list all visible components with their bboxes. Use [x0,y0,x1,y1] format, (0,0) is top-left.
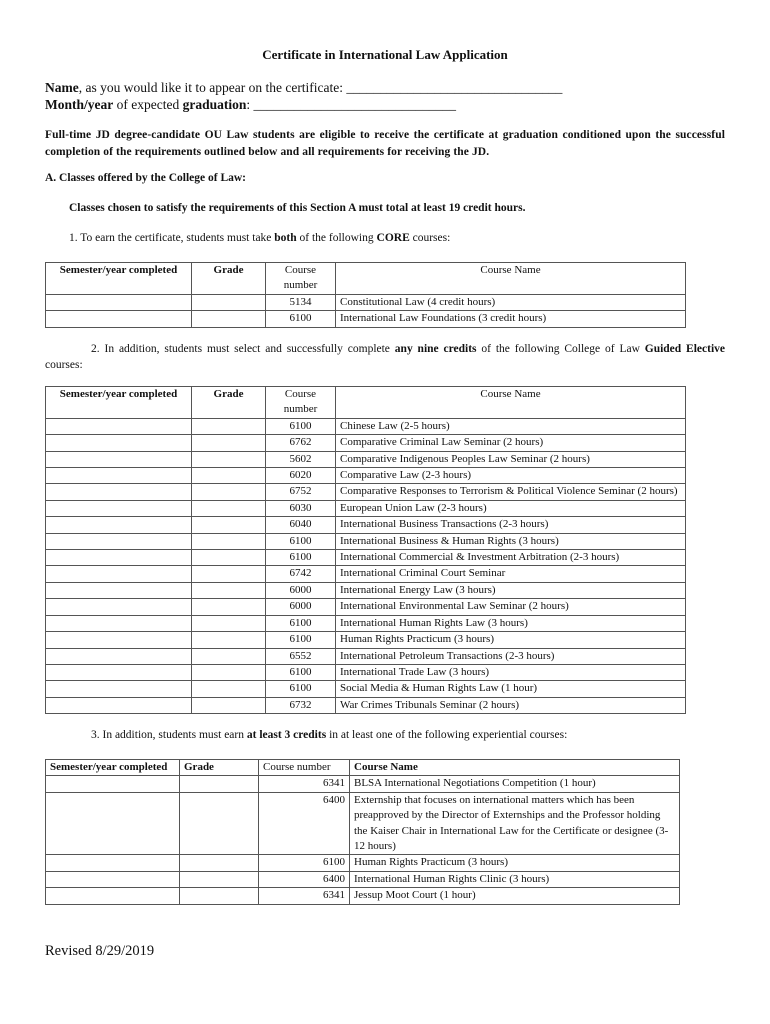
item1-bold-both: both [274,232,297,244]
table-row [46,550,686,566]
table-row [46,517,686,533]
course-name-cell: International Business Transactions (2-3 hours) [336,517,686,533]
table-row [46,776,680,792]
item1-text: 1. To earn the certificate, students must take [69,232,275,244]
semester-cell[interactable] [46,550,192,566]
course-number-cell: 5134 [266,294,336,310]
grade-cell[interactable] [180,888,259,904]
core-courses-body [46,294,686,327]
semester-header: Semester/year completed [46,760,180,776]
course-number-cell: 6341 [259,888,350,904]
table-row [46,294,686,310]
course-name-cell: Comparative Criminal Law Seminar (2 hours) [336,435,686,451]
course-name-cell: Comparative Responses to Terrorism & Political Violence Seminar (2 hours) [336,484,686,500]
semester-cell[interactable] [46,681,192,697]
grade-cell[interactable] [192,582,266,598]
course-number-header: Course number [266,387,336,419]
course-number-cell: 6752 [266,484,336,500]
course-number-cell: 6341 [259,776,350,792]
course-name-cell: International Business & Human Rights (3 hours) [336,533,686,549]
table-row [46,792,680,855]
semester-cell[interactable] [46,533,192,549]
table-row [46,484,686,500]
section-a-heading: A. Classes offered by the College of Law: [45,172,247,184]
course-number-cell: 6732 [266,697,336,713]
table-row [46,311,686,327]
elective-courses-table [45,386,686,714]
course-number-header: Course number [266,263,336,295]
course-number-cell: 6000 [266,582,336,598]
grade-cell[interactable] [180,792,259,855]
table-row [46,533,686,549]
experiential-courses-instruction [91,729,567,741]
experiential-courses-body [46,776,680,904]
table-row [46,582,686,598]
grade-cell[interactable] [192,468,266,484]
grade-cell[interactable] [192,517,266,533]
semester-cell[interactable] [46,776,180,792]
intro-paragraph: Full-time JD degree-candidate OU Law students are eligible to receive the certificate at graduation conditioned upon the successful completion of the requirements outlined below and all requirements for receiving the JD. [45,129,725,158]
item1-text-mid: of the following [296,232,377,244]
grade-cell[interactable] [192,435,266,451]
course-name-cell: International Trade Law (3 hours) [336,664,686,680]
semester-cell[interactable] [46,648,192,664]
semester-cell[interactable] [46,451,192,467]
course-name-header: Course Name [336,387,686,419]
grade-cell[interactable] [192,484,266,500]
course-number-cell: 6400 [259,871,350,887]
grade-cell[interactable] [192,648,266,664]
item3-text-post: in at least one of the following experiential courses: [326,729,568,741]
item2-bold-guided: Guided Elective [644,343,726,355]
graduation-field[interactable]: ______________________________ [253,97,456,112]
course-name-cell: International Commercial & Investment Arbitration (2-3 hours) [336,550,686,566]
course-number-cell: 6100 [266,664,336,680]
item1-text-post: courses: [409,232,451,244]
course-name-cell: International Environmental Law Seminar (2 hours) [336,599,686,615]
grade-cell[interactable] [192,599,266,615]
course-number-cell: 6000 [266,599,336,615]
revised-date: Revised 8/29/2019 [45,943,155,959]
course-number-header: Course number [259,760,350,776]
semester-header: Semester/year completed [46,387,192,419]
table-row [46,681,686,697]
core-courses-instruction [69,232,450,244]
course-name-header: Course Name [350,760,680,776]
course-name-cell: Comparative Law (2-3 hours) [336,468,686,484]
item1-bold-core: CORE [376,232,410,244]
semester-cell[interactable] [46,294,192,310]
course-name-cell: International Energy Law (3 hours) [336,582,686,598]
course-number-cell: 6400 [259,792,350,855]
grade-cell[interactable] [180,855,259,871]
course-number-cell: 6100 [266,418,336,434]
name-line [45,80,562,96]
course-number-cell: 6100 [266,533,336,549]
course-name-cell: War Crimes Tribunals Seminar (2 hours) [336,697,686,713]
grade-cell[interactable] [192,615,266,631]
section-a-note: Classes chosen to satisfy the requirements of this Section A must total at least 19 credit hours. [69,202,526,214]
grade-header: Grade [180,760,259,776]
semester-cell[interactable] [46,615,192,631]
course-name-cell: BLSA International Negotiations Competition (1 hour) [350,776,680,792]
course-name-cell: Social Media & Human Rights Law (1 hour) [336,681,686,697]
grade-cell[interactable] [180,776,259,792]
grade-cell[interactable] [192,533,266,549]
item2-bold-credits: any nine credits [394,343,477,355]
grade-cell[interactable] [192,451,266,467]
name-label: Name [45,80,79,95]
table-row [46,871,680,887]
semester-cell[interactable] [46,697,192,713]
course-number-cell: 6100 [266,681,336,697]
page-title: Certificate in International Law Application [262,47,508,62]
month-year-label: Month/year [45,97,114,112]
course-name-cell: Constitutional Law (4 credit hours) [336,294,686,310]
semester-cell[interactable] [46,418,192,434]
semester-cell[interactable] [46,664,192,680]
table-row [46,418,686,434]
graduation-line [45,97,456,113]
table-row [46,615,686,631]
course-name-header: Course Name [336,263,686,295]
course-name-cell: International Law Foundations (3 credit hours) [336,311,686,327]
semester-cell[interactable] [46,599,192,615]
table-row [46,648,686,664]
grade-cell[interactable] [192,418,266,434]
semester-cell[interactable] [46,888,180,904]
item2-text: 2. In addition, students must select and successfully complete [91,343,395,355]
grade-header: Grade [192,263,266,295]
grade-header: Grade [192,387,266,419]
course-name-cell: International Petroleum Transactions (2-3 hours) [336,648,686,664]
course-number-cell: 6100 [266,311,336,327]
grade-cell[interactable] [180,871,259,887]
grade-cell[interactable] [192,664,266,680]
course-name-cell: Externship that focuses on international matters which has been preapproved by the Director of Externships and the Professor holding the Kaiser Chair in International Law for the Certificate or designee (3-12 hours) [350,792,680,855]
course-number-cell: 6100 [266,615,336,631]
semester-header: Semester/year completed [46,263,192,295]
table-row [46,888,680,904]
table-row [46,500,686,516]
course-name-cell: International Human Rights Clinic (3 hours) [350,871,680,887]
semester-cell[interactable] [46,582,192,598]
name-label-rest: , as you would like it to appear on the certificate: [78,80,344,95]
semester-cell[interactable] [46,855,180,871]
grade-cell[interactable] [192,697,266,713]
table-row [46,855,680,871]
course-number-cell: 6742 [266,566,336,582]
table-row [46,632,686,648]
experiential-courses-table [45,759,680,905]
course-number-cell: 6100 [266,632,336,648]
grade-cell[interactable] [192,566,266,582]
graduation-label-rest: : [246,97,251,112]
semester-cell[interactable] [46,468,192,484]
grade-cell[interactable] [192,500,266,516]
course-name-cell: International Criminal Court Seminar [336,566,686,582]
table-row [46,435,686,451]
course-number-cell: 6040 [266,517,336,533]
semester-cell[interactable] [46,632,192,648]
course-number-cell: 5602 [266,451,336,467]
semester-cell[interactable] [46,517,192,533]
table-row [46,664,686,680]
course-number-cell: 6100 [266,550,336,566]
course-name-cell: Human Rights Practicum (3 hours) [350,855,680,871]
semester-cell[interactable] [46,435,192,451]
course-number-cell: 6030 [266,500,336,516]
grade-cell[interactable] [192,550,266,566]
semester-cell[interactable] [46,500,192,516]
name-field[interactable]: ________________________________ [346,80,563,95]
course-number-cell: 6762 [266,435,336,451]
graduation-label-mid: of expected [113,97,183,112]
course-name-cell: European Union Law (2-3 hours) [336,500,686,516]
grade-cell[interactable] [192,294,266,310]
grade-cell[interactable] [192,632,266,648]
table-row [46,566,686,582]
course-number-cell: 6552 [266,648,336,664]
semester-cell[interactable] [46,484,192,500]
semester-cell[interactable] [46,311,192,327]
core-courses-table [45,262,686,328]
course-name-cell: Comparative Indigenous Peoples Law Seminar (2 hours) [336,451,686,467]
semester-cell[interactable] [46,792,180,855]
graduation-label: graduation [182,97,247,112]
course-number-cell: 6100 [259,855,350,871]
item2-text-mid: of the following College of Law [476,343,645,355]
grade-cell[interactable] [192,681,266,697]
table-row [46,599,686,615]
item2-text-post: courses: [45,359,83,371]
course-name-cell: Jessup Moot Court (1 hour) [350,888,680,904]
item3-text: 3. In addition, students must earn [91,729,247,741]
table-row [46,468,686,484]
grade-cell[interactable] [192,311,266,327]
item3-bold-credits: at least 3 credits [246,729,327,741]
course-name-cell: International Human Rights Law (3 hours) [336,615,686,631]
course-name-cell: Human Rights Practicum (3 hours) [336,632,686,648]
semester-cell[interactable] [46,566,192,582]
table-row [46,697,686,713]
semester-cell[interactable] [46,871,180,887]
course-name-cell: Chinese Law (2-5 hours) [336,418,686,434]
elective-courses-body [46,418,686,713]
course-number-cell: 6020 [266,468,336,484]
elective-courses-instruction [45,341,725,373]
table-row [46,451,686,467]
